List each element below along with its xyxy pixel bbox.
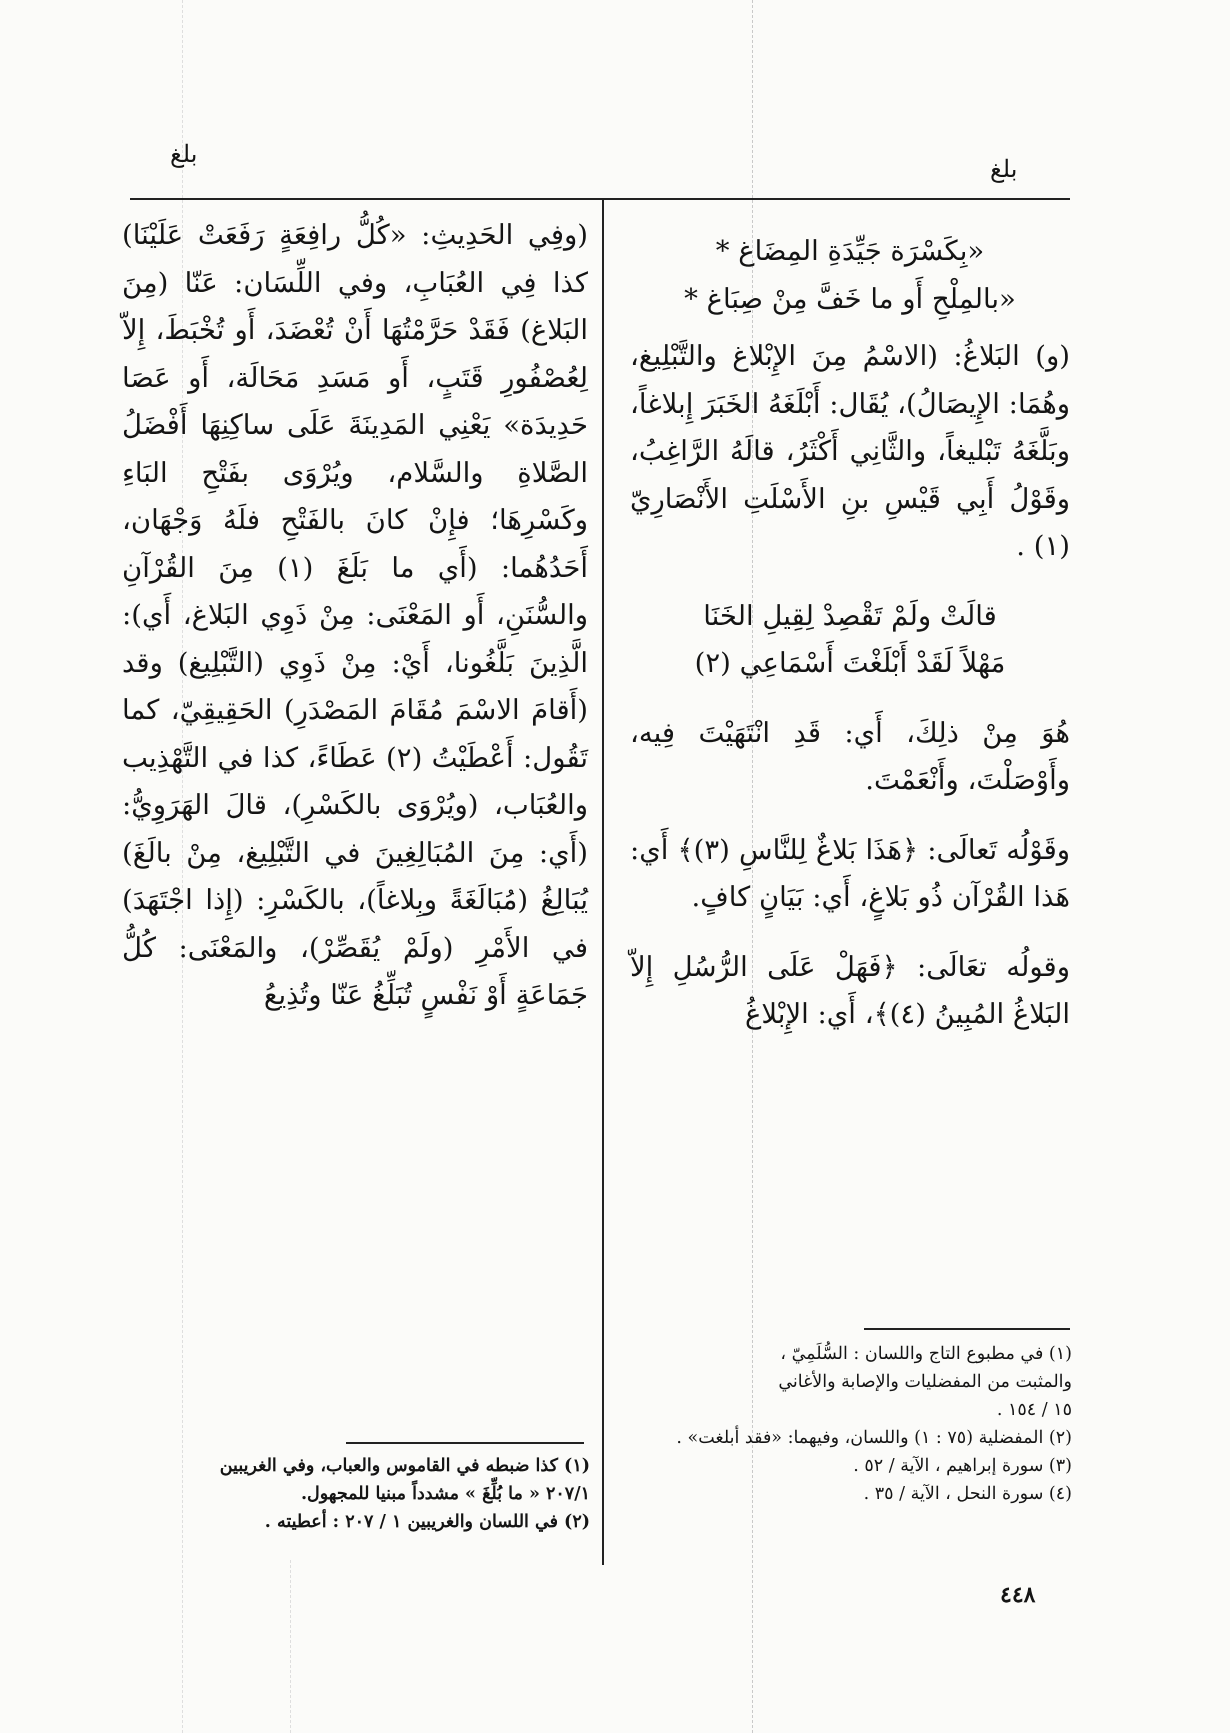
paragraph-balagh-definition: (و) البَلاغُ: (الاسْمُ مِنَ الإِبْلاغ والتَّبْلِيغ، وهُمَا: الإِيصَالُ)، يُقَال: أَبْلَغَهُ الخَبَرَ إِبلاغاً، وبَلَّغَهُ تَبْليغاً، والثَّانِي أَكْثَرُ، قالَهُ الرَّاغِبُ، وقَوْلُ أَبِي قَيْسِ بنِ الأَسْلَتِ الأَنْصَارِيّ (١) . (630, 340, 1070, 562)
right-column (630, 228, 1070, 1039)
rajaz-verse-1: «بِكَسْرَة جَيِّدَةِ المِضَاغ * (715, 235, 985, 267)
paragraph-quran-verse-1: وقَوْلُه تَعالَى: ﴿هَذَا بَلاغٌ لِلنَّاسِ (٣)﴾ أَي: هَذا القُرْآن ذُو بَلاغٍ، أَي: بَيَانٍ كافٍ. (630, 833, 1070, 913)
paragraph-explanation: هُوَ مِنْ ذلِكَ، أَي: قَدِ انْتَهَيْتَ فِيه، وأَوْصَلْتَ، وأَنْعَمْتَ. (630, 716, 1070, 796)
footnote-1-line-2: ٢٠٧/١ « ما بُلِّغَ » مشدداً مبنيا للمجهول. (300, 1484, 590, 1504)
footnote-1-line-1: (١) كذا ضبطه في القاموس والعباب، وفي الغريبين (219, 1456, 590, 1476)
footnote-2: (٢) المفضلية (٧٥ : ١) واللسان، وفيهما: «فقد أبلغت» . (676, 1428, 1072, 1448)
footnote-4: (٤) سورة النحل ، الآية / ٣٥ . (863, 1484, 1072, 1504)
paragraph-quran-verse-2: وقولُه تعَالَى: ﴿فَهَلْ عَلَى الرُّسُلِ إِلاّ البَلاغُ المُبِينُ (٤)﴾، أَي: الإِبْلاغُ (630, 950, 1070, 1030)
footnotes-left (120, 1452, 590, 1536)
header-keyword-right: بلغ (990, 155, 1018, 183)
paragraph-hadith: (وفِي الحَدِيثِ: «كُلُّ رافِعَةٍ رَفَعَتْ عَلَيْنَا) كذا فِي العُبَابِ، وفي اللِّسَان: عَنّا (مِنَ البَلاغ) فَقَدْ حَرَّمْتُهَا أَنْ تُعْضَدَ، أَو تُخْبَطَ، إِلاّ لِعُصْفُورِ قَتَبٍ، أَو مَسَدِ مَحَالَة، أَو عَصَا حَدِيدَة» يَعْنِي المَدِينَةَ عَلَى ساكِنِهَا أَفْضَلُ الصَّلاةِ والسَّلام، ويُرْوَى بفَتْحِ البَاءِ وكَسْرِهَا؛ فإِنْ كانَ بالفَتْحِ فلَهُ وَجْهَان، أَحَدُهُما: (أَي ما بَلَغَ (١) مِنَ القُرْآنِ والسُّنَنِ، أَو المَعْنَى: مِنْ ذَوِي البَلاغ، أَي): الَّذِينَ بَلَّغُونا، أَيْ: مِنْ ذَوِي (التَّبْلِيغ) وقد (أَقامَ الاسْمَ مُقَامَ المَصْدَرِ) الحَقِيقِيّ، كما تَقُول: أَعْطَيْتُ (٢) عَطَاءً، كذا في التَّهْذِيب والعُبَاب، (ويُرْوَى بالكَسْرِ)، قالَ الهَرَوِيُّ: (أَي: مِنَ المُبَالِغِينَ في التَّبْلِيغ، مِنْ بالَغَ) يُبَالِغُ (مُبَالَغَةً وبِلاغاً)، بالكَسْرِ: (إِذا اجْتَهَدَ) في الأَمْرِ (ولَمْ يُقَصِّرْ)، والمَعْنَى: كُلُّ جَمَاعَةٍ أَوْ نَفْسٍ تُبَلِّغُ عَنّا وتُذِيعُ (122, 219, 589, 1011)
page-number: ٤٤٨ (1000, 1582, 1036, 1608)
footnote-2: (٢) في اللسان والغريبين ١ / ٢٠٧ : أعطيته . (264, 1512, 590, 1532)
poem-hemistich-2: مَهْلاً لَقَدْ أَبْلَغْتَ أَسْمَاعِي (٢) (694, 647, 1006, 679)
footnote-rule-right (864, 1328, 1070, 1330)
footnotes-right (640, 1340, 1072, 1508)
left-column (122, 212, 588, 1020)
header-rule (130, 198, 1070, 200)
poem-hemistich-1: قالَتْ ولَمْ تَقْصِدْ لِقِيلِ الخَنَا (703, 599, 997, 632)
column-divider (602, 200, 604, 1565)
footnote-1-line-1: (١) في مطبوع التاج واللسان : السُّلَمِيّ ، (780, 1344, 1072, 1364)
footnote-3: (٣) سورة إبراهيم ، الآية / ٥٢ . (853, 1456, 1072, 1476)
footnote-1-line-2: والمثبت من المفضليات والإصابة والأغاني (778, 1372, 1072, 1392)
header-keyword-left: بلغ (170, 140, 198, 168)
footnote-rule-left (346, 1442, 584, 1444)
scan-guide-line (290, 1560, 291, 1733)
footnote-1-line-3: ١٥ / ١٥٤ . (996, 1400, 1072, 1420)
rajaz-verse-2: «بالمِلْحِ أَو ما خَفَّ مِنْ صِبَاغ * (684, 282, 1016, 315)
